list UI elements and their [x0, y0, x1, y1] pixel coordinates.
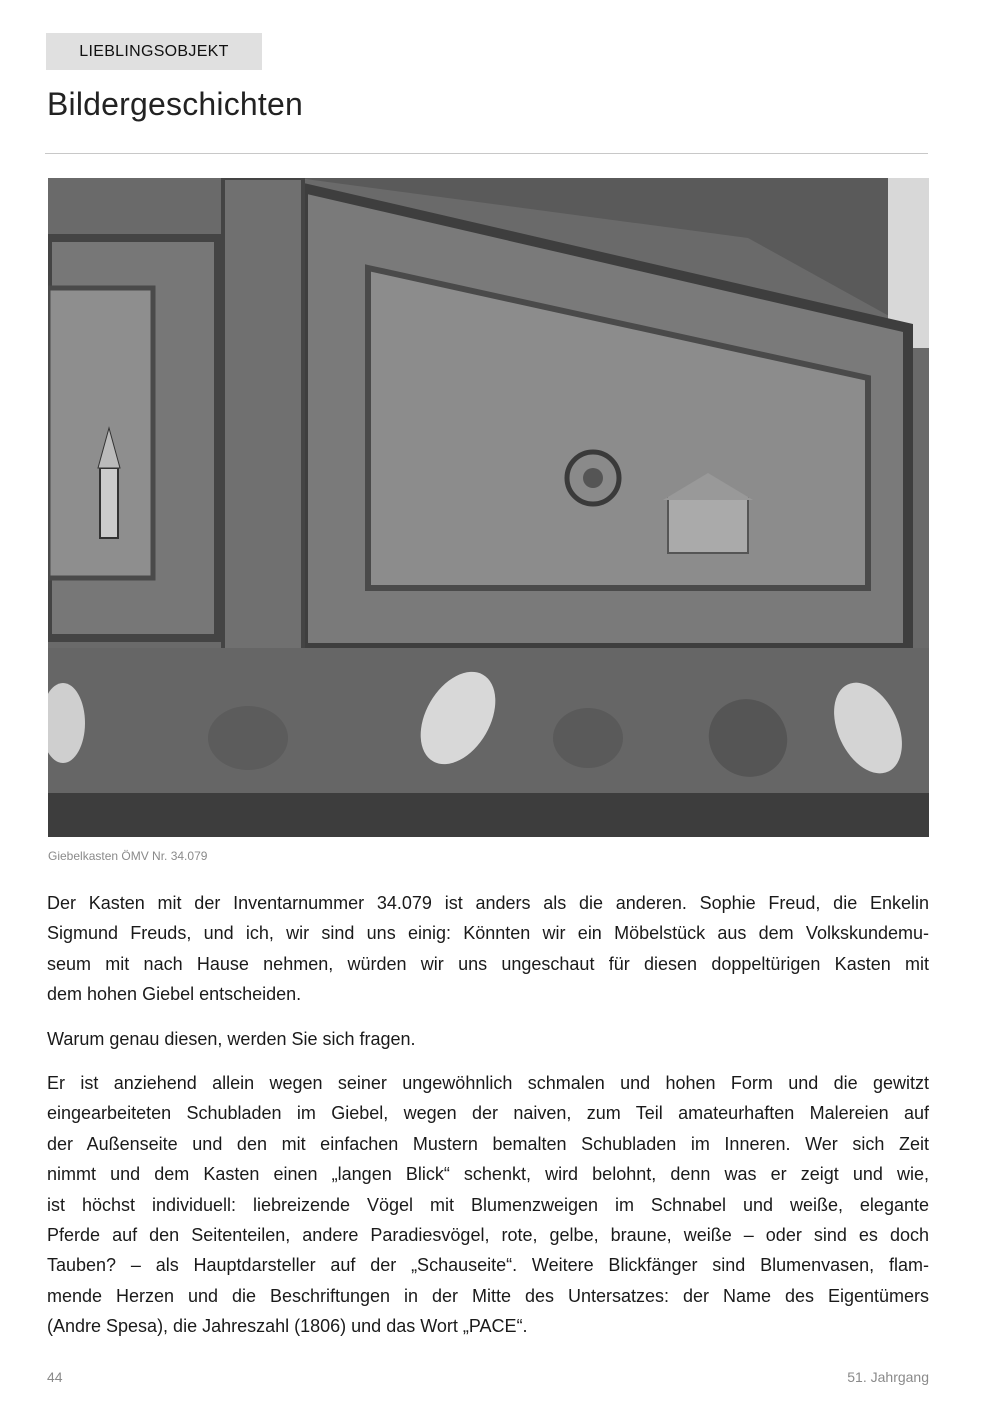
page-title: Bildergeschichten	[47, 86, 303, 122]
paragraph-3	[47, 1068, 929, 1342]
text-line: der Außenseite und den mit einfachen Mustern bemalten Schubladen im Inneren. Wer sich Zeit	[47, 1133, 929, 1154]
text-line: Sigmund Freuds, und ich, wir sind uns einig: Könnten wir ein Möbelstück aus dem Volkskundemu-	[47, 923, 929, 944]
photo-caption: Giebelkasten ÖMV Nr. 34.079	[48, 849, 208, 863]
cabinet-photo-image	[48, 178, 929, 837]
text-line: Warum genau diesen, werden Sie sich fragen.	[47, 1029, 416, 1049]
text-line: Der Kasten mit der Inventarnummer 34.079 ist anders als die anderen. Sophie Freud, die Enkelin	[47, 893, 929, 913]
page-number: 44	[47, 1369, 63, 1385]
text-line: Pferde auf den Seitenteilen, andere Paradiesvögel, rote, gelbe, braune, weiße – oder sind es doch	[47, 1224, 929, 1245]
text-line: mende Herzen und die Beschriftungen in der Mitte des Untersatzes: der Name des Eigentümers	[47, 1285, 929, 1306]
paragraph-1	[47, 888, 929, 1010]
cabinet-photo	[48, 178, 929, 837]
text-line: eingearbeiteten Schubladen im Giebel, wegen der naiven, zum Teil amateurhaften Malereien auf	[47, 1103, 929, 1124]
divider	[45, 153, 928, 154]
text-line: seum mit nach Hause nehmen, würden wir uns ungeschaut für diesen doppeltürigen Kasten mit	[47, 953, 929, 974]
volume-label: 51. Jahrgang	[847, 1369, 929, 1385]
paragraph-2	[47, 1024, 929, 1054]
text-line: dem hohen Giebel entscheiden.	[47, 984, 302, 1005]
section-tag: LIEBLINGSOBJEKT	[46, 33, 262, 70]
text-line: Er ist anziehend allein wegen seiner ungewöhnlich schmalen und hohen Form und die gewitzt	[47, 1073, 929, 1093]
text-line: nimmt und dem Kasten einen „langen Blick“ schenkt, wird belohnt, denn was er zeigt und wie,	[47, 1164, 929, 1185]
text-line: ist höchst individuell: liebreizende Vögel mit Blumenzweigen im Schnabel und weiße, elegante	[47, 1194, 929, 1215]
text-line: (Andre Spesa), die Jahreszahl (1806) und das Wort „PACE“.	[47, 1316, 528, 1337]
text-line: Tauben? – als Hauptdarsteller auf der „Schauseite“. Weitere Blickfänger sind Blumenvasen, flam-	[47, 1255, 929, 1276]
